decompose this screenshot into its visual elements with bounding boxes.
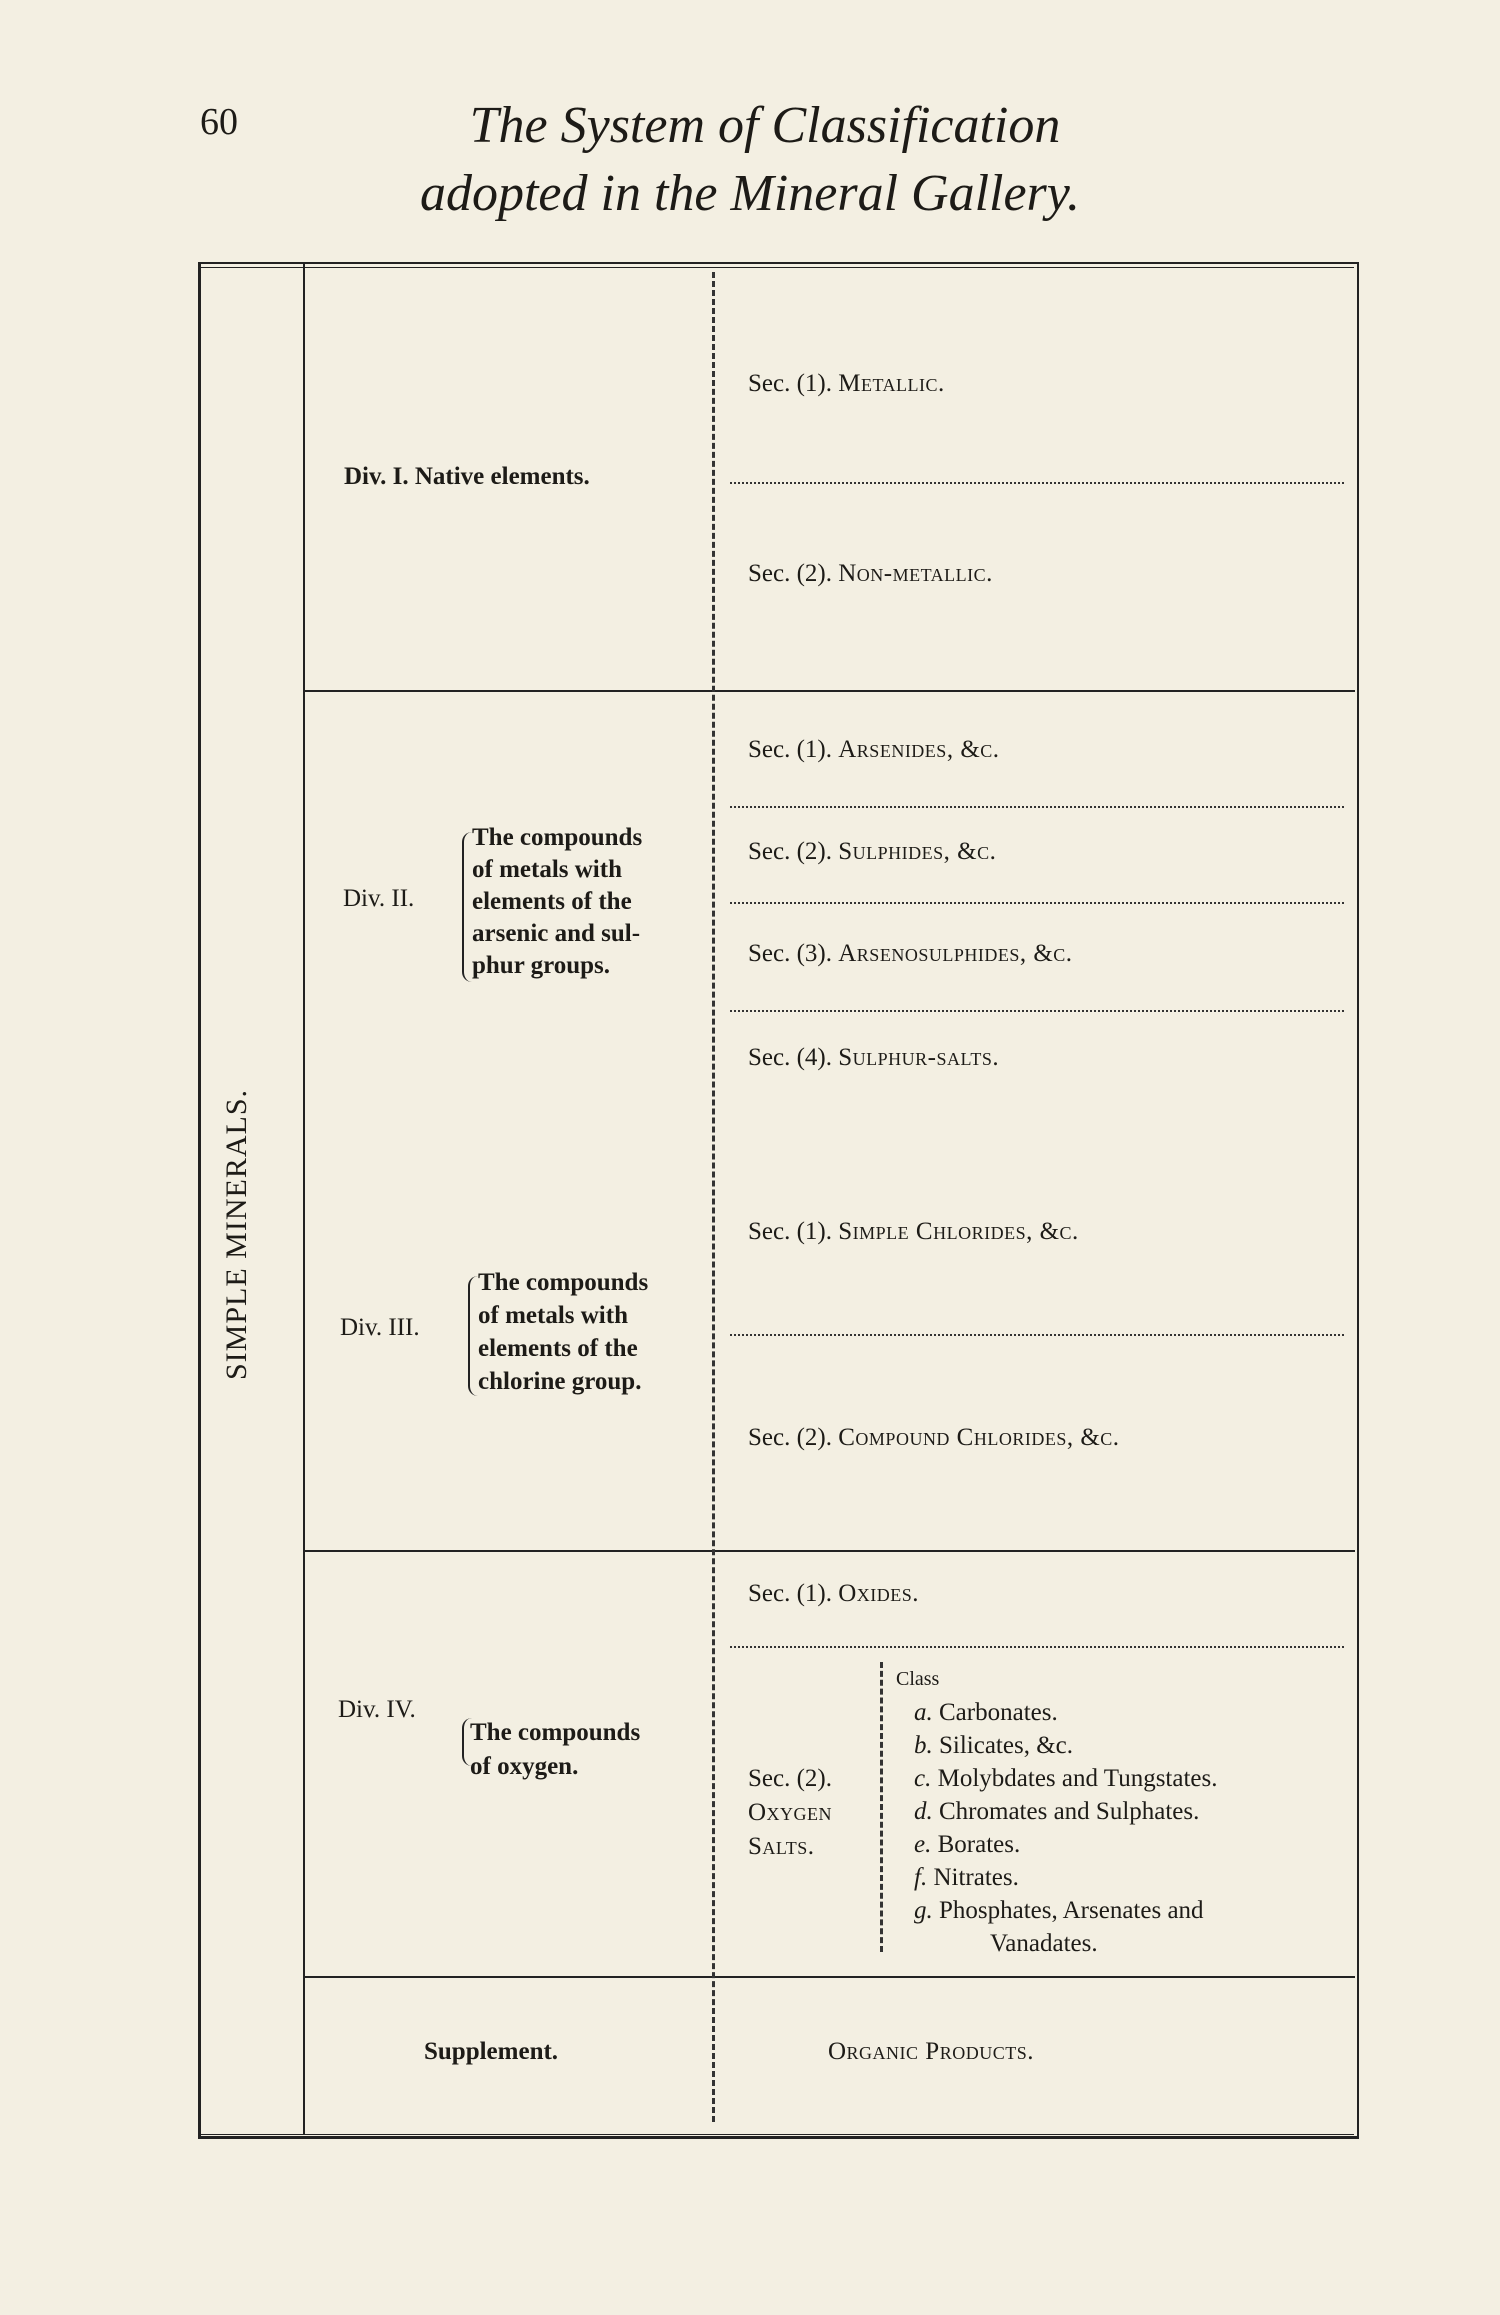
- div2-sec3: Sec. (3). Arsenosulphides, &c.: [748, 940, 1073, 967]
- div2-sec4: Sec. (4). Sulphur-salts.: [748, 1044, 1000, 1071]
- class-item: c. Molybdates and Tungstates.: [914, 1765, 1218, 1792]
- div4-sec1: Sec. (1). Oxides.: [748, 1580, 920, 1607]
- supplement-label: Supplement.: [424, 2038, 559, 2065]
- class-item: g. Phosphates, Arsenates and: [914, 1897, 1204, 1924]
- div1-sec2: Sec. (2). Non-metallic.: [748, 560, 993, 587]
- div4-label: Div. IV.: [338, 1696, 416, 1723]
- division-separator: [303, 1976, 1355, 1978]
- div2-sec2: Sec. (2). Sulphides, &c.: [748, 838, 997, 865]
- division-separator: [303, 1550, 1355, 1552]
- class-item: f. Nitrates.: [914, 1864, 1019, 1891]
- class-item: a. Carbonates.: [914, 1699, 1058, 1726]
- div2-divider-3: [730, 1010, 1344, 1012]
- division-separator: [303, 690, 1355, 692]
- simple-minerals-label: SIMPLE MINERALS.: [220, 1088, 253, 1380]
- div1-label: Div. I. Native elements.: [344, 463, 590, 490]
- class-item: d. Chromates and Sulphates.: [914, 1798, 1200, 1825]
- div4-divider: [730, 1646, 1344, 1648]
- div2-description: The compounds of metals with elements of the arsenic and sul- phur groups.: [472, 824, 643, 979]
- div1-sec1: Sec. (1). Metallic.: [748, 370, 945, 397]
- div2-divider-1: [730, 806, 1344, 808]
- class-dashed-rule: [880, 1662, 883, 1952]
- div4-description: The compounds of oxygen.: [470, 1719, 641, 1780]
- class-item: b. Silicates, &c.: [914, 1732, 1073, 1759]
- column-rule: [303, 262, 305, 2134]
- div3-sec2: Sec. (2). Compound Chlorides, &c.: [748, 1424, 1120, 1451]
- div3-sec1: Sec. (1). Simple Chlorides, &c.: [748, 1218, 1079, 1245]
- div3-divider: [730, 1334, 1344, 1336]
- section-dashed-rule: [712, 272, 715, 2122]
- page-subtitle: adopted in the Mineral Gallery.: [419, 165, 1080, 222]
- div2-sec1: Sec. (1). Arsenides, &c.: [748, 736, 1000, 763]
- supplement-name: Organic Products.: [828, 2038, 1034, 2065]
- div3-label: Div. III.: [340, 1314, 420, 1341]
- div1-section-divider: [730, 482, 1344, 484]
- div2-label: Div. II.: [343, 885, 415, 912]
- class-item-continued: Vanadates.: [990, 1930, 1098, 1957]
- div3-description: The compounds of metals with elements of the chlorine group.: [478, 1269, 649, 1395]
- class-label: Class: [896, 1668, 940, 1690]
- page-title: The System of Classification: [469, 97, 1061, 154]
- div2-divider-2: [730, 902, 1344, 904]
- div4-sec2: Sec. (2). Oxygen Salts.: [748, 1765, 833, 1860]
- page-number: 60: [200, 101, 238, 143]
- class-item: e. Borates.: [914, 1831, 1021, 1858]
- class-list: [914, 1696, 1217, 1960]
